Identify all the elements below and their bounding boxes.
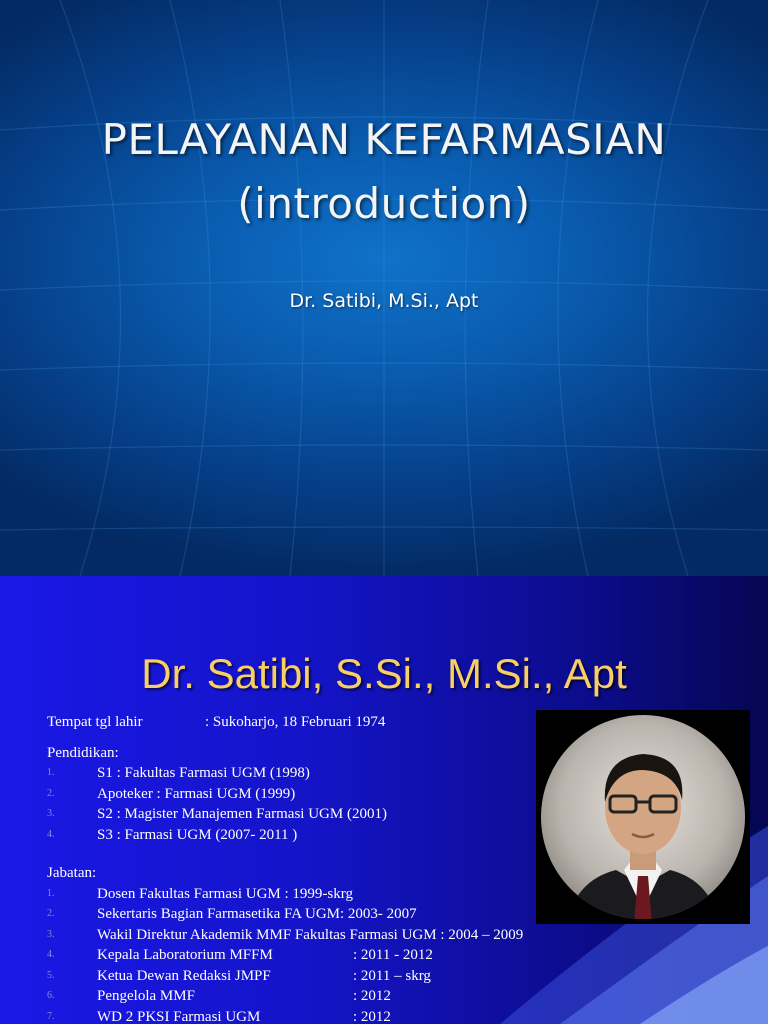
list-number: 6. [47,990,55,1001]
list-value: : 2012 [353,988,391,1004]
list-number: 3. [47,808,55,819]
list-item [47,825,607,846]
list-value: : 2011 - 2012 [353,947,433,963]
jabatan-label: Jabatan: [47,865,97,881]
list-item [47,945,607,966]
list-item [47,966,607,987]
list-number: 4. [47,828,55,840]
slide-subtitle: Dr. Satibi, M.Si., Apt [289,290,479,312]
profile-slide [0,576,768,1024]
list-number: 4. [47,949,55,960]
birth-info [47,712,607,733]
list-item [47,904,607,925]
list-value: : 2012 [353,1008,391,1024]
list-text: S2 : Magister Manajemen Farmasi UGM (2001) [97,806,387,822]
list-number: 1. [47,767,55,778]
list-number: 1. [47,887,55,899]
list-text: Pengelola MMF [97,988,195,1004]
list-number: 2. [47,908,55,919]
jabatan-list [47,884,607,1024]
list-item [47,884,607,905]
birth-value: : Sukoharjo, 18 Februari 1974 [205,714,386,730]
pendidikan-label: Pendidikan: [47,744,119,761]
title-line-1: PELAYANAN KEFARMASIAN [101,115,667,164]
list-text: Kepala Laboratorium MFFM [97,947,273,963]
profile-photo [536,710,750,924]
list-text: Dosen Fakultas Farmasi UGM : 1999-skrg [97,885,353,902]
profile-body [47,712,607,1024]
list-number: 7. [47,1010,55,1022]
list-item [47,1007,607,1024]
profile-heading: Dr. Satibi, S.Si., M.Si., Apt [141,650,627,697]
portrait-image [536,710,750,924]
pendidikan-list [47,763,607,845]
list-text: Wakil Direktur Akademik MMF Fakultas Farmasi UGM : 2004 – 2009 [97,926,524,943]
list-item [47,925,607,946]
list-text: Ketua Dewan Redaksi JMPF [97,967,271,984]
list-text: Sekertaris Bagian Farmasetika FA UGM: 2003- 2007 [97,906,417,922]
list-number: 5. [47,969,55,981]
list-text: WD 2 PKSI Farmasi UGM [97,1008,261,1024]
slide-title [0,108,768,236]
list-item [47,986,607,1007]
list-number: 2. [47,787,55,799]
list-value: : 2011 – skrg [353,967,431,984]
list-text: Apoteker : Farmasi UGM (1999) [97,785,296,802]
list-number: 3. [47,928,55,940]
list-item [47,784,607,805]
title-line-2: (introduction) [237,179,531,228]
list-item [47,763,607,784]
list-text: S3 : Farmasi UGM (2007- 2011 ) [97,826,298,843]
list-text: S1 : Fakultas Farmasi UGM (1998) [97,765,310,781]
list-item [47,804,607,825]
birth-label: Tempat tgl lahir [47,714,143,730]
